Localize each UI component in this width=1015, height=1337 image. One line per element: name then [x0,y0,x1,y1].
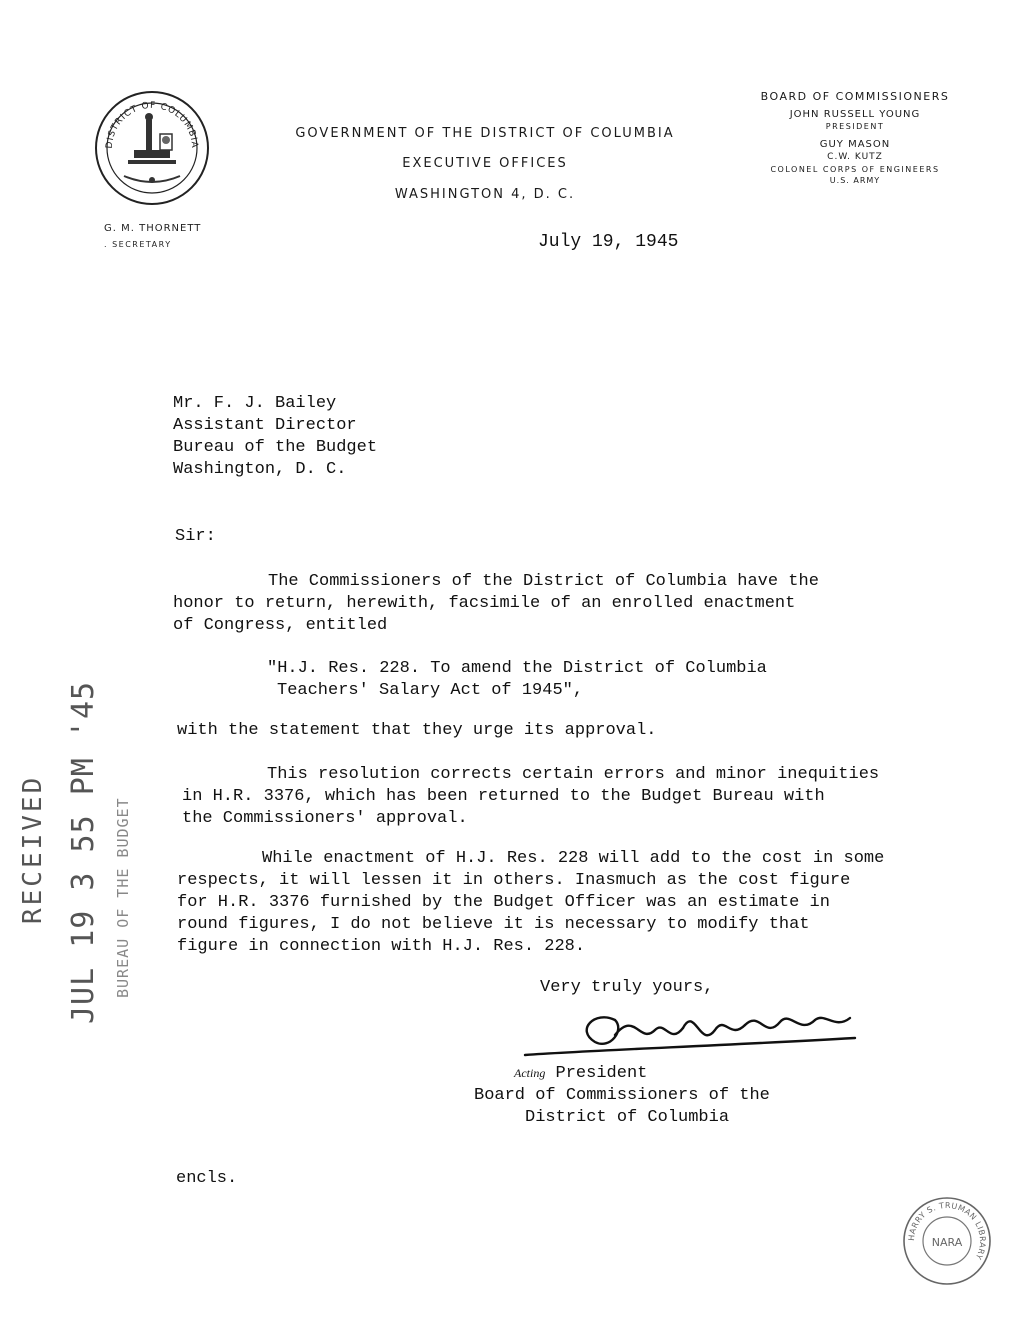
quote-line: "H.J. Res. 228. To amend the District of Columbia [267,659,767,678]
recipient-title: Assistant Director [173,416,357,435]
recipient-name: Mr. F. J. Bailey [173,394,337,413]
letter-date: July 19, 1945 [538,232,679,252]
body-line: of Congress, entitled [173,616,388,635]
body-line: figure in connection with H.J. Res. 228. [177,937,586,956]
secretary-name: G. M. THORNETT [104,223,202,234]
district-seal [94,90,210,206]
body-line: round figures, I do not believe it is necessary to modify that [177,915,810,934]
salutation: Sir: [175,527,216,546]
body-paragraph-1 [173,571,819,637]
board-of-commissioners [755,90,955,185]
body-line: While enactment of H.J. Res. 228 will add to the cost in some [262,849,885,868]
secretary-title: . SECRETARY [104,240,172,249]
valediction: Very truly yours, [540,978,714,997]
received-stamp-datetime: JUL 19 3 55 PM '45 [66,680,101,1024]
signer-title [474,1062,770,1129]
body-line: for H.R. 3376 furnished by the Budget Officer was an estimate in [177,893,830,912]
signature [515,1000,875,1065]
letterhead-address: WASHINGTON 4, D. C. [394,187,576,202]
received-stamp-word: RECEIVED [18,774,48,924]
body-paragraph-3 [182,764,879,830]
body-line: the Commissioners' approval. [182,809,468,828]
quote-line: Teachers' Salary Act of 1945", [277,681,584,700]
signer-title-prefix: Acting [514,1066,546,1080]
received-stamp-office: BUREAU OF THE BUDGET [114,797,132,998]
body-line: in H.R. 3376, which has been returned to the Budget Bureau with [182,787,825,806]
signer-title-board: Board of Commissioners of the [474,1086,770,1105]
letterhead-government: GOVERNMENT OF THE DISTRICT OF COLUMBIA [295,126,675,141]
body-paragraph-2: with the statement that they urge its approval. [177,721,657,740]
signer-title-district: District of Columbia [525,1108,730,1127]
board-heading: BOARD OF COMMISSIONERS [760,90,950,103]
svg-text:HARRY S. TRUMAN LIBRARY [907,1201,987,1261]
secretary-block [104,223,201,249]
seal-arc-text: DISTRICT OF COLUMBIA [104,100,200,150]
board-member-young: JOHN RUSSELL YOUNG [789,109,921,120]
resolution-title-quote [267,658,767,702]
board-member-mason: GUY MASON [819,139,891,150]
body-line: The Commissioners of the District of Columbia have the [268,572,819,591]
recipient-organization: Bureau of the Budget [173,438,378,457]
recipient-city: Washington, D. C. [173,460,347,479]
letterhead [255,126,715,202]
body-paragraph-4 [177,848,884,958]
library-stamp-arc: HARRY S. TRUMAN LIBRARY [906,1200,988,1262]
recipient-address [173,393,377,481]
board-member-kutz-branch: U.S. ARMY [829,176,881,185]
body-line: This resolution corrects certain errors and minor inequities [267,765,880,784]
board-member-kutz-title: COLONEL CORPS OF ENGINEERS [770,165,940,174]
library-stamp-center: NARA [931,1236,963,1249]
enclosure-note: encls. [176,1169,238,1188]
letterhead-offices: EXECUTIVE OFFICES [402,156,568,171]
body-line: honor to return, herewith, facsimile of an enrolled enactment [173,594,796,613]
board-member-young-title: PRESIDENT [825,122,885,131]
signer-title-president: President [555,1064,648,1083]
board-member-kutz: C.W. KUTZ [827,152,883,162]
library-stamp [902,1196,992,1286]
body-line: respects, it will lessen it in others. Inasmuch as the cost figure [177,871,851,890]
